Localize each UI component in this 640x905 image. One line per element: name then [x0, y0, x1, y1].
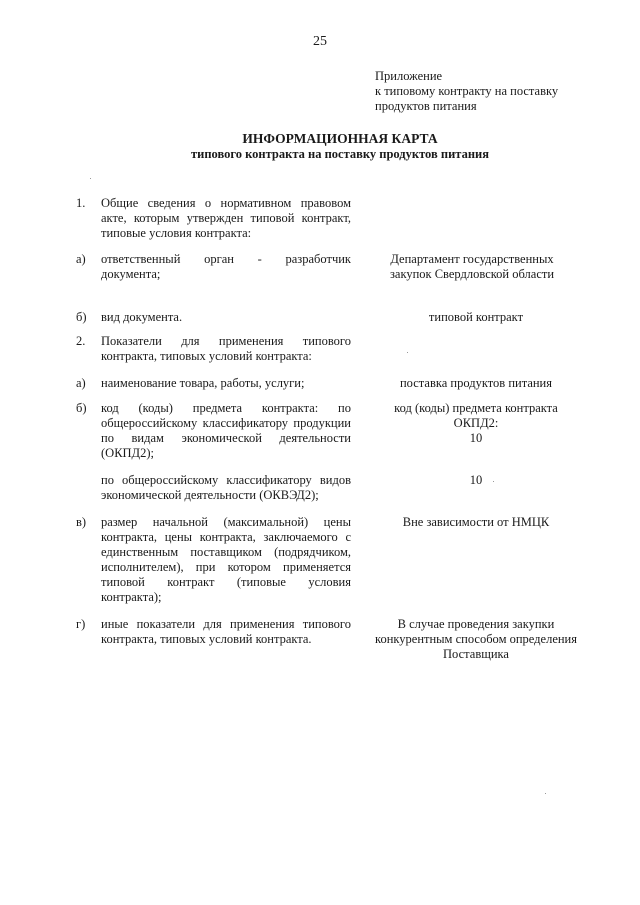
title-main: ИНФОРМАЦИОННАЯ КАРТА [242, 131, 438, 146]
item-label: по общероссийскому классификатору видов экономической деятельности (ОКВЭД2); [101, 473, 351, 502]
title-sub: типового контракта на поставку продуктов питания [191, 147, 489, 161]
item-number: 2. [76, 334, 86, 348]
item-label: Общие сведения о нормативном правовом акте, которым утвержден типовой контракт, типовые условия контракта: [101, 196, 351, 240]
value-line: код (коды) предмета контракта [394, 401, 558, 415]
item-number: 1. [76, 196, 86, 210]
appendix-note [375, 69, 585, 114]
appendix-line: продуктов питания [375, 99, 477, 113]
item-value: поставка продуктов питания [399, 376, 552, 390]
item-value: В случае проведения закупки конкурентным способом определения Поставщика [375, 617, 577, 661]
appendix-line: к типовому контракту на поставку [375, 84, 559, 98]
item-label: ответственный орган - разработчик документа; [101, 252, 351, 281]
item-value: 10 [469, 473, 483, 487]
page-number: 25 [313, 34, 327, 49]
item-letter: в) [76, 515, 87, 529]
value-line: 10 [469, 431, 483, 445]
item-value [360, 401, 592, 446]
item-label: вид документа. [101, 310, 183, 324]
document-title [60, 130, 620, 162]
item-letter: г) [76, 617, 86, 631]
item-value: Вне зависимости от НМЦК [402, 515, 550, 529]
item-label: код (коды) предмета контракта: по общероссийскому классификатору продукции по видам экономической деятельности (ОКПД2); [101, 401, 351, 460]
item-letter: а) [76, 252, 86, 266]
item-label: наименование товара, работы, услуги; [101, 376, 305, 390]
item-label: Показатели для применения типового контракта, типовых условий контракта: [101, 334, 351, 363]
item-label: размер начальной (максимальной) цены контракта, цены контракта, заключаемого с единственным поставщиком (подрядчиком, исполнителем), при котором применяется типовой контракт (типовые условия контракта); [101, 515, 351, 604]
appendix-line: Приложение [375, 69, 443, 83]
value-line: ОКПД2: [453, 416, 499, 430]
item-value: типовой контракт [428, 310, 524, 324]
item-letter: б) [76, 401, 87, 415]
item-letter: б) [76, 310, 87, 324]
scan-speck [407, 352, 408, 353]
item-value: Департамент государственных закупок Свердловской области [389, 252, 555, 281]
scan-speck [493, 481, 494, 482]
item-label: иные показатели для применения типового контракта, типовых условий контракта. [101, 617, 351, 646]
scan-speck [545, 793, 546, 794]
item-letter: а) [76, 376, 86, 390]
scan-speck [90, 178, 91, 179]
